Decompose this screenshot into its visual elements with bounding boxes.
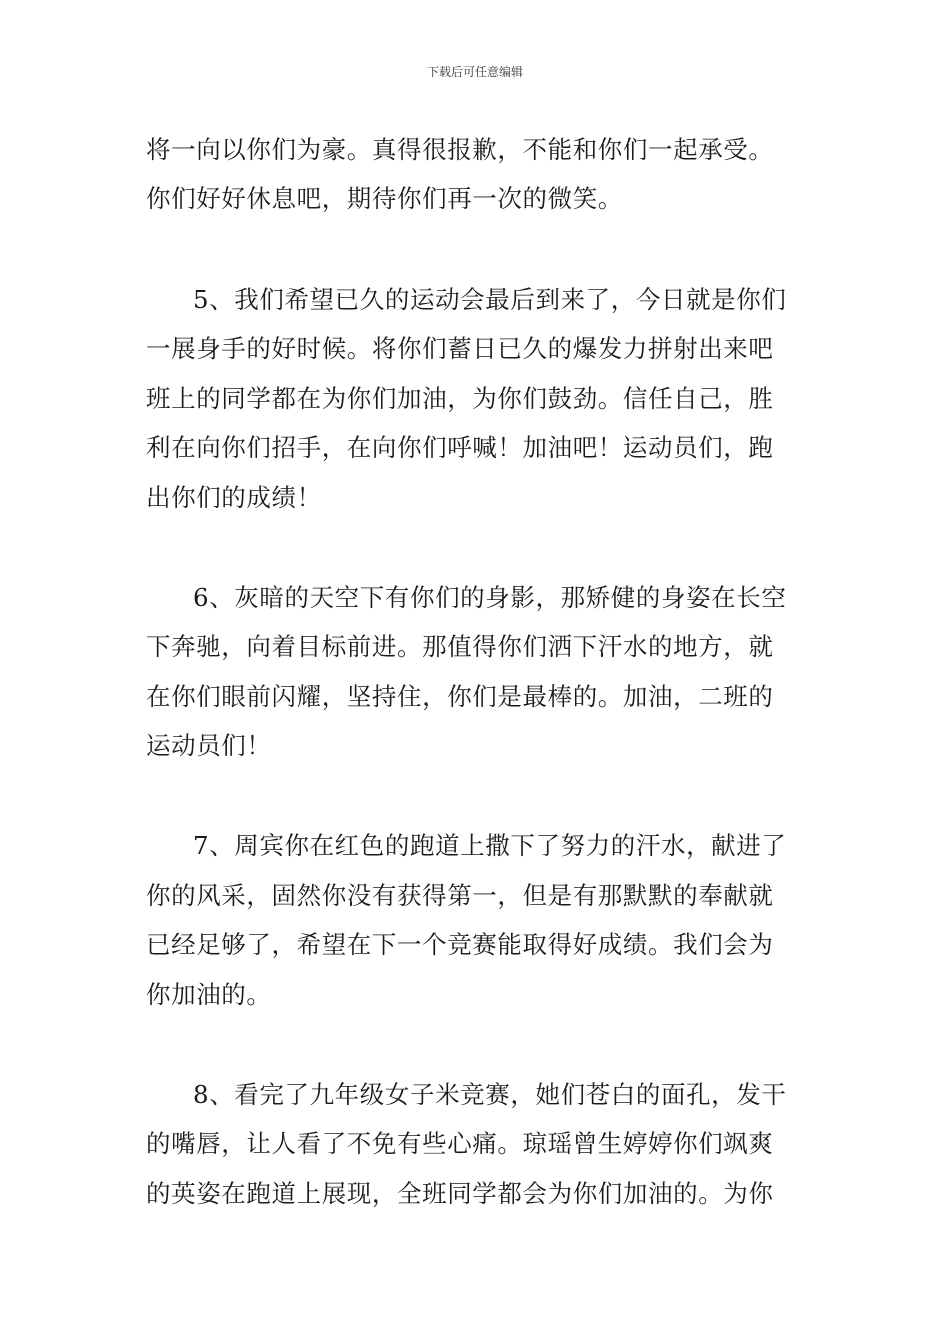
- intro-line: 将一向以你们为豪。真得很报歉，不能和你们一起承受。: [146, 135, 774, 164]
- paragraph-8-line: 8、看完了九年级女子米竞赛，她们苍白的面孔，发干: [193, 1080, 787, 1109]
- paragraph-6-line: 6、灰暗的天空下有你们的身影，那矫健的身姿在长空: [193, 583, 787, 612]
- paragraph-7-line: 你加油的。: [146, 980, 272, 1009]
- paragraph-8-line: 的英姿在跑道上展现，全班同学都会为你们加油的。为你: [146, 1179, 774, 1208]
- paragraph-6-line: 下奔驰，向着目标前进。那值得你们洒下汗水的地方，就: [146, 632, 774, 661]
- paragraph-5-line: 出你们的成绩！: [146, 483, 322, 512]
- paragraph-5-line: 班上的同学都在为你们加油，为你们鼓劲。信任自己，胜: [146, 384, 774, 413]
- paragraph-6-line: 运动员们！: [146, 731, 272, 760]
- paragraph-7-line: 已经足够了，希望在下一个竞赛能取得好成绩。我们会为: [146, 930, 774, 959]
- paragraph-7-line: 你的风采，固然你没有获得第一，但是有那默默的奉献就: [146, 881, 774, 910]
- paragraph-6-line: 在你们眼前闪耀，坚持住，你们是最棒的。加油，二班的: [146, 682, 774, 711]
- intro-line: 你们好好休息吧，期待你们再一次的微笑。: [146, 184, 623, 213]
- paragraph-8-line: 的嘴唇，让人看了不免有些心痛。琼瑶曾生婷婷你们飒爽: [146, 1129, 774, 1158]
- page-header: 下载后可任意编辑: [426, 65, 523, 79]
- paragraph-5-line: 利在向你们招手，在向你们呼喊！加油吧！运动员们，跑: [146, 433, 774, 462]
- paragraph-5-line: 5、我们希望已久的运动会最后到来了，今日就是你们: [193, 285, 787, 314]
- paragraph-7-line: 7、周宾你在红色的跑道上撒下了努力的汗水，献进了: [193, 831, 787, 860]
- paragraph-5-line: 一展身手的好时候。将你们蓄日已久的爆发力拼射出来吧: [146, 334, 774, 363]
